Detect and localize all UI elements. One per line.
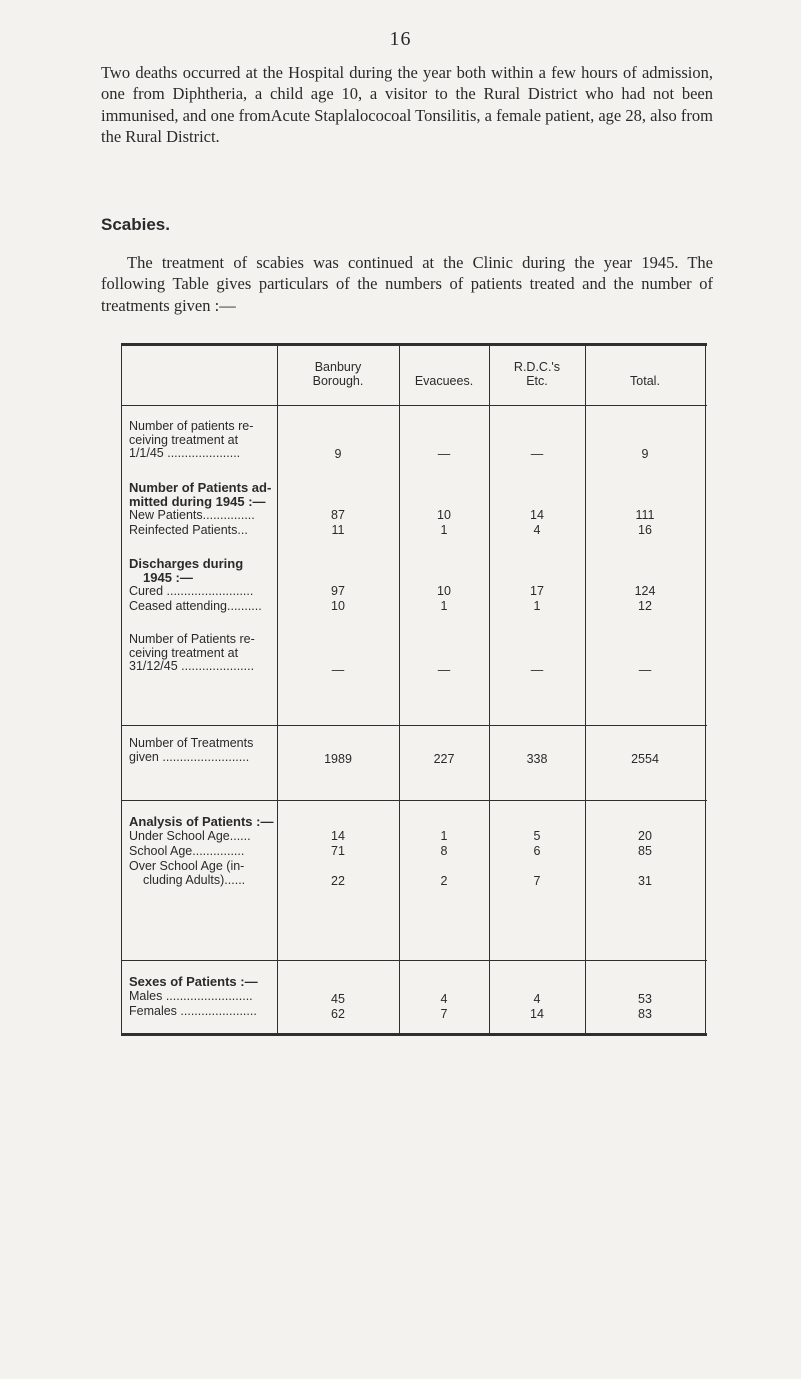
heading-line: Number of Patients ad- (129, 480, 272, 495)
cell-ceased-rdc: 1 (533, 599, 541, 613)
cell-cured-total: 124 (634, 584, 656, 598)
cell-under-evacuees: 1 (440, 829, 448, 843)
table-body (121, 343, 707, 1036)
group-heading-sexes: Sexes of Patients :— (129, 974, 258, 989)
group-heading-analysis: Analysis of Patients :— (129, 814, 274, 829)
cell-treatments-total: 2554 (631, 752, 659, 766)
header-rdc-line1: R.D.C.'s (513, 360, 561, 374)
cell-males-evacuees: 4 (440, 992, 448, 1006)
row-label-under-school-age: Under School Age...... (129, 829, 251, 843)
cell-school-total: 85 (638, 844, 652, 858)
cell-under-rdc: 5 (533, 829, 541, 843)
cell-over-evacuees: 2 (440, 874, 448, 888)
cell-reinfected-rdc: 4 (533, 523, 541, 537)
cell-ceased-evacuees: 1 (440, 599, 448, 613)
cell-closing-total: — (638, 663, 652, 677)
cell-ceased-banbury: 10 (331, 599, 345, 613)
group-heading-discharges (129, 557, 279, 584)
cell-cured-rdc: 17 (530, 584, 544, 598)
cell-opening-total: 9 (641, 447, 649, 461)
label-line: ceiving treatment at (129, 645, 239, 660)
page-number: 16 (389, 28, 412, 50)
label-line: Number of Patients re- (129, 632, 255, 646)
label-line: 31/12/45 ..................... (129, 659, 255, 674)
cell-females-evacuees: 7 (440, 1007, 448, 1021)
cell-new-rdc: 14 (530, 508, 544, 522)
cell-closing-evacuees: — (437, 663, 451, 677)
cell-opening-rdc: — (530, 447, 544, 461)
cell-males-banbury: 45 (331, 992, 345, 1006)
cell-school-evacuees: 8 (440, 844, 448, 858)
header-evacuees: Evacuees. (414, 374, 474, 388)
header-rdc-line2: Etc. (526, 374, 548, 388)
label-line: Over School Age (in- (129, 859, 245, 873)
cell-over-total: 31 (638, 874, 652, 888)
row-label-school-age: School Age............... (129, 844, 245, 858)
section-paragraph: The treatment of scabies was continued at the Clinic during the year 1945. The following Table gives particulars of the numbers of patients treated and the number of treatments given :— (101, 253, 713, 315)
cell-females-banbury: 62 (331, 1007, 345, 1021)
row-label-closing (129, 633, 277, 674)
cell-over-rdc: 7 (533, 874, 541, 888)
row-label-treatments (129, 737, 277, 764)
cell-new-banbury: 87 (331, 508, 345, 522)
row-label-new-patients: New Patients............... (129, 508, 255, 522)
cell-ceased-total: 12 (638, 599, 652, 613)
cell-males-total: 53 (638, 992, 652, 1006)
cell-treatments-banbury: 1989 (324, 752, 352, 766)
cell-opening-banbury: 9 (334, 447, 342, 461)
cell-treatments-evacuees: 227 (433, 752, 455, 766)
header-total: Total. (630, 374, 660, 388)
cell-opening-evacuees: — (437, 447, 451, 461)
cell-females-total: 83 (638, 1007, 652, 1021)
heading-line: 1945 :— (143, 569, 193, 585)
cell-school-rdc: 6 (533, 844, 541, 858)
header-banbury-line2: Borough. (312, 374, 364, 388)
heading-line: Discharges during (129, 556, 244, 571)
row-label-over-school-age (129, 860, 277, 887)
heading-line: mitted during 1945 :— (129, 493, 266, 509)
label-line: 1/1/45 ..................... (129, 446, 241, 461)
cell-treatments-rdc: 338 (526, 752, 548, 766)
cell-reinfected-evacuees: 1 (440, 523, 448, 537)
header-banbury-line1: Banbury (314, 360, 362, 374)
cell-reinfected-banbury: 11 (331, 523, 345, 537)
cell-over-banbury: 22 (331, 874, 345, 888)
intro-paragraph: Two deaths occurred at the Hospital during the year both within a few hours of admission, one from Diphtheria, a child age 10, a visitor to the Rural District who had not been immunised, and one fromAcute Staplalococoal Tonsilitis, a female patient, age 28, also from the Rural District. (101, 63, 713, 147)
label-line: cluding Adults)...... (143, 872, 246, 887)
cell-males-rdc: 4 (533, 992, 541, 1006)
cell-new-total: 111 (635, 508, 655, 522)
section-heading: Scabies. (101, 215, 170, 234)
row-label-opening (129, 420, 275, 461)
cell-closing-rdc: — (530, 663, 544, 677)
cell-under-total: 20 (638, 829, 652, 843)
row-label-ceased: Ceased attending.......... (129, 599, 262, 613)
label-line: Number of Treatments (129, 736, 254, 750)
cell-cured-evacuees: 10 (437, 584, 451, 598)
cell-reinfected-total: 16 (638, 523, 652, 537)
cell-new-evacuees: 10 (437, 508, 451, 522)
row-label-cured: Cured ......................... (129, 584, 254, 598)
row-label-males: Males ......................... (129, 989, 253, 1003)
label-line: Number of patients re- (129, 419, 254, 433)
row-label-reinfected: Reinfected Patients... (129, 523, 248, 537)
cell-cured-banbury: 97 (331, 584, 345, 598)
group-heading-admitted (129, 481, 279, 508)
cell-females-rdc: 14 (530, 1007, 544, 1021)
label-line: given ......................... (129, 749, 250, 764)
cell-under-banbury: 14 (331, 829, 345, 843)
label-line: ceiving treatment at (129, 432, 239, 447)
cell-school-banbury: 71 (331, 844, 345, 858)
row-label-females: Females ...................... (129, 1004, 257, 1018)
cell-closing-banbury: — (331, 663, 345, 677)
